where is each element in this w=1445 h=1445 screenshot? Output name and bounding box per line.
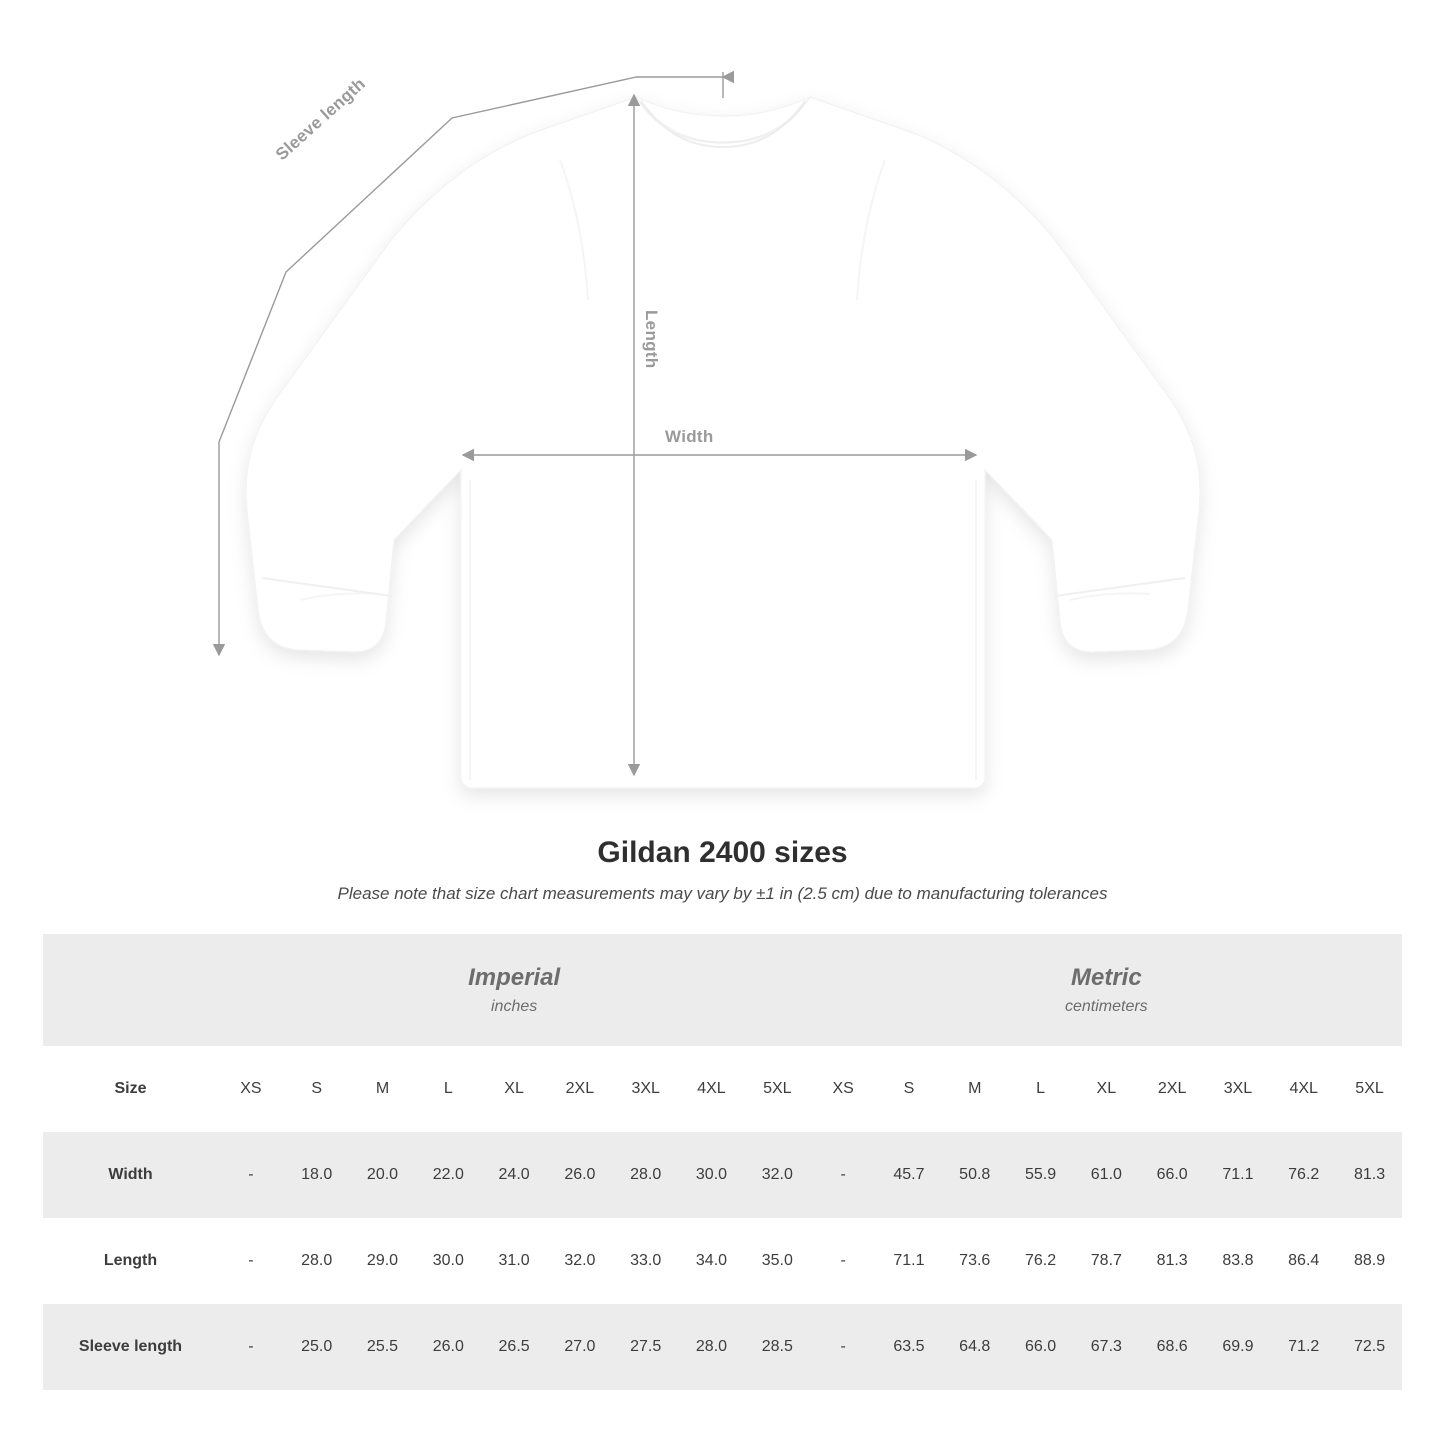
cell-length-metric-m: 73.6 bbox=[942, 1218, 1008, 1304]
cell-sleeve-imperial-2xl: 27.0 bbox=[547, 1304, 613, 1390]
cell-width-metric-2xl: 66.0 bbox=[1139, 1132, 1205, 1218]
col-head-imperial-xs: XS bbox=[218, 1046, 284, 1132]
cell-sleeve-imperial-m: 25.5 bbox=[350, 1304, 416, 1390]
col-head-imperial-xl: XL bbox=[481, 1046, 547, 1132]
cell-length-metric-3xl: 83.8 bbox=[1205, 1218, 1271, 1304]
cell-sleeve-imperial-3xl: 27.5 bbox=[613, 1304, 679, 1390]
cell-width-metric-4xl: 76.2 bbox=[1271, 1132, 1337, 1218]
col-head-metric-4xl: 4XL bbox=[1271, 1046, 1337, 1132]
size-table-wrapper bbox=[43, 934, 1402, 1390]
cell-width-imperial-l: 22.0 bbox=[415, 1132, 481, 1218]
cell-length-imperial-s: 28.0 bbox=[284, 1218, 350, 1304]
cell-sleeve-metric-5xl: 72.5 bbox=[1337, 1304, 1403, 1390]
title-block bbox=[0, 836, 1445, 904]
metric-name: Metric bbox=[1071, 964, 1142, 992]
cell-width-metric-xl: 61.0 bbox=[1073, 1132, 1139, 1218]
col-head-imperial-5xl: 5XL bbox=[744, 1046, 810, 1132]
cell-width-metric-s: 45.7 bbox=[876, 1132, 942, 1218]
tolerance-note: Please note that size chart measurements may vary by ±1 in (2.5 cm) due to manufacturing tolerances bbox=[337, 884, 1108, 903]
size-header-label: Size bbox=[43, 1046, 218, 1132]
cell-sleeve-imperial-5xl: 28.5 bbox=[744, 1304, 810, 1390]
col-head-imperial-s: S bbox=[284, 1046, 350, 1132]
cell-width-metric-5xl: 81.3 bbox=[1337, 1132, 1403, 1218]
cell-length-metric-s: 71.1 bbox=[876, 1218, 942, 1304]
metric-sub: centimeters bbox=[1064, 997, 1148, 1015]
cell-width-metric-m: 50.8 bbox=[942, 1132, 1008, 1218]
col-head-metric-m: M bbox=[942, 1046, 1008, 1132]
cell-sleeve-metric-2xl: 68.6 bbox=[1139, 1304, 1205, 1390]
cell-length-metric-xs: - bbox=[810, 1218, 876, 1304]
cell-sleeve-metric-xl: 67.3 bbox=[1073, 1304, 1139, 1390]
cell-length-metric-5xl: 88.9 bbox=[1337, 1218, 1403, 1304]
cell-length-imperial-xs: - bbox=[218, 1218, 284, 1304]
cell-width-metric-l: 55.9 bbox=[1008, 1132, 1074, 1218]
imperial-sub: inches bbox=[491, 997, 538, 1015]
cell-width-imperial-4xl: 30.0 bbox=[679, 1132, 745, 1218]
cell-sleeve-metric-l: 66.0 bbox=[1008, 1304, 1074, 1390]
cell-length-imperial-m: 29.0 bbox=[350, 1218, 416, 1304]
unit-group-metric bbox=[810, 934, 1402, 1046]
col-head-imperial-3xl: 3XL bbox=[613, 1046, 679, 1132]
imperial-name: Imperial bbox=[468, 964, 561, 992]
cell-width-metric-xs: - bbox=[810, 1132, 876, 1218]
cell-sleeve-imperial-l: 26.0 bbox=[415, 1304, 481, 1390]
col-head-imperial-4xl: 4XL bbox=[679, 1046, 745, 1132]
cell-length-metric-xl: 78.7 bbox=[1073, 1218, 1139, 1304]
size-header-row bbox=[43, 1046, 1402, 1132]
width-label: Width bbox=[665, 427, 714, 446]
cell-length-metric-2xl: 81.3 bbox=[1139, 1218, 1205, 1304]
cell-width-imperial-xl: 24.0 bbox=[481, 1132, 547, 1218]
cell-length-imperial-xl: 31.0 bbox=[481, 1218, 547, 1304]
cell-width-imperial-3xl: 28.0 bbox=[613, 1132, 679, 1218]
cell-length-imperial-4xl: 34.0 bbox=[679, 1218, 745, 1304]
page-title: Gildan 2400 sizes bbox=[597, 836, 848, 869]
size-table bbox=[43, 934, 1402, 1390]
cell-length-imperial-2xl: 32.0 bbox=[547, 1218, 613, 1304]
sleeve-length-label: Sleeve length bbox=[272, 74, 370, 165]
unit-header-spacer bbox=[43, 934, 218, 1046]
cell-length-metric-l: 76.2 bbox=[1008, 1218, 1074, 1304]
cell-sleeve-metric-3xl: 69.9 bbox=[1205, 1304, 1271, 1390]
col-head-metric-5xl: 5XL bbox=[1337, 1046, 1403, 1132]
cell-width-imperial-5xl: 32.0 bbox=[744, 1132, 810, 1218]
cell-length-imperial-5xl: 35.0 bbox=[744, 1218, 810, 1304]
cell-sleeve-metric-m: 64.8 bbox=[942, 1304, 1008, 1390]
col-head-metric-s: S bbox=[876, 1046, 942, 1132]
unit-group-imperial bbox=[218, 934, 810, 1046]
cell-length-imperial-3xl: 33.0 bbox=[613, 1218, 679, 1304]
cell-width-metric-3xl: 71.1 bbox=[1205, 1132, 1271, 1218]
cell-width-imperial-s: 18.0 bbox=[284, 1132, 350, 1218]
col-head-metric-l: L bbox=[1008, 1046, 1074, 1132]
length-label: Length bbox=[642, 310, 661, 369]
cell-sleeve-imperial-xl: 26.5 bbox=[481, 1304, 547, 1390]
table-row-length bbox=[43, 1218, 1402, 1304]
cell-length-metric-4xl: 86.4 bbox=[1271, 1218, 1337, 1304]
col-head-metric-3xl: 3XL bbox=[1205, 1046, 1271, 1132]
row-label-sleeve-length: Sleeve length bbox=[43, 1304, 218, 1390]
cell-width-imperial-xs: - bbox=[218, 1132, 284, 1218]
col-head-metric-xs: XS bbox=[810, 1046, 876, 1132]
col-head-metric-2xl: 2XL bbox=[1139, 1046, 1205, 1132]
col-head-imperial-l: L bbox=[415, 1046, 481, 1132]
cell-sleeve-metric-s: 63.5 bbox=[876, 1304, 942, 1390]
cell-sleeve-imperial-4xl: 28.0 bbox=[679, 1304, 745, 1390]
cell-sleeve-imperial-xs: - bbox=[218, 1304, 284, 1390]
row-label-width: Width bbox=[43, 1132, 218, 1218]
cell-sleeve-imperial-s: 25.0 bbox=[284, 1304, 350, 1390]
col-head-imperial-2xl: 2XL bbox=[547, 1046, 613, 1132]
table-row-width bbox=[43, 1132, 1402, 1218]
cell-sleeve-metric-4xl: 71.2 bbox=[1271, 1304, 1337, 1390]
col-head-metric-xl: XL bbox=[1073, 1046, 1139, 1132]
cell-width-imperial-2xl: 26.0 bbox=[547, 1132, 613, 1218]
unit-header-row bbox=[43, 934, 1402, 1046]
row-label-length: Length bbox=[43, 1218, 218, 1304]
table-row-sleeve-length bbox=[43, 1304, 1402, 1390]
cell-width-imperial-m: 20.0 bbox=[350, 1132, 416, 1218]
col-head-imperial-m: M bbox=[350, 1046, 416, 1132]
cell-length-imperial-l: 30.0 bbox=[415, 1218, 481, 1304]
cell-sleeve-metric-xs: - bbox=[810, 1304, 876, 1390]
